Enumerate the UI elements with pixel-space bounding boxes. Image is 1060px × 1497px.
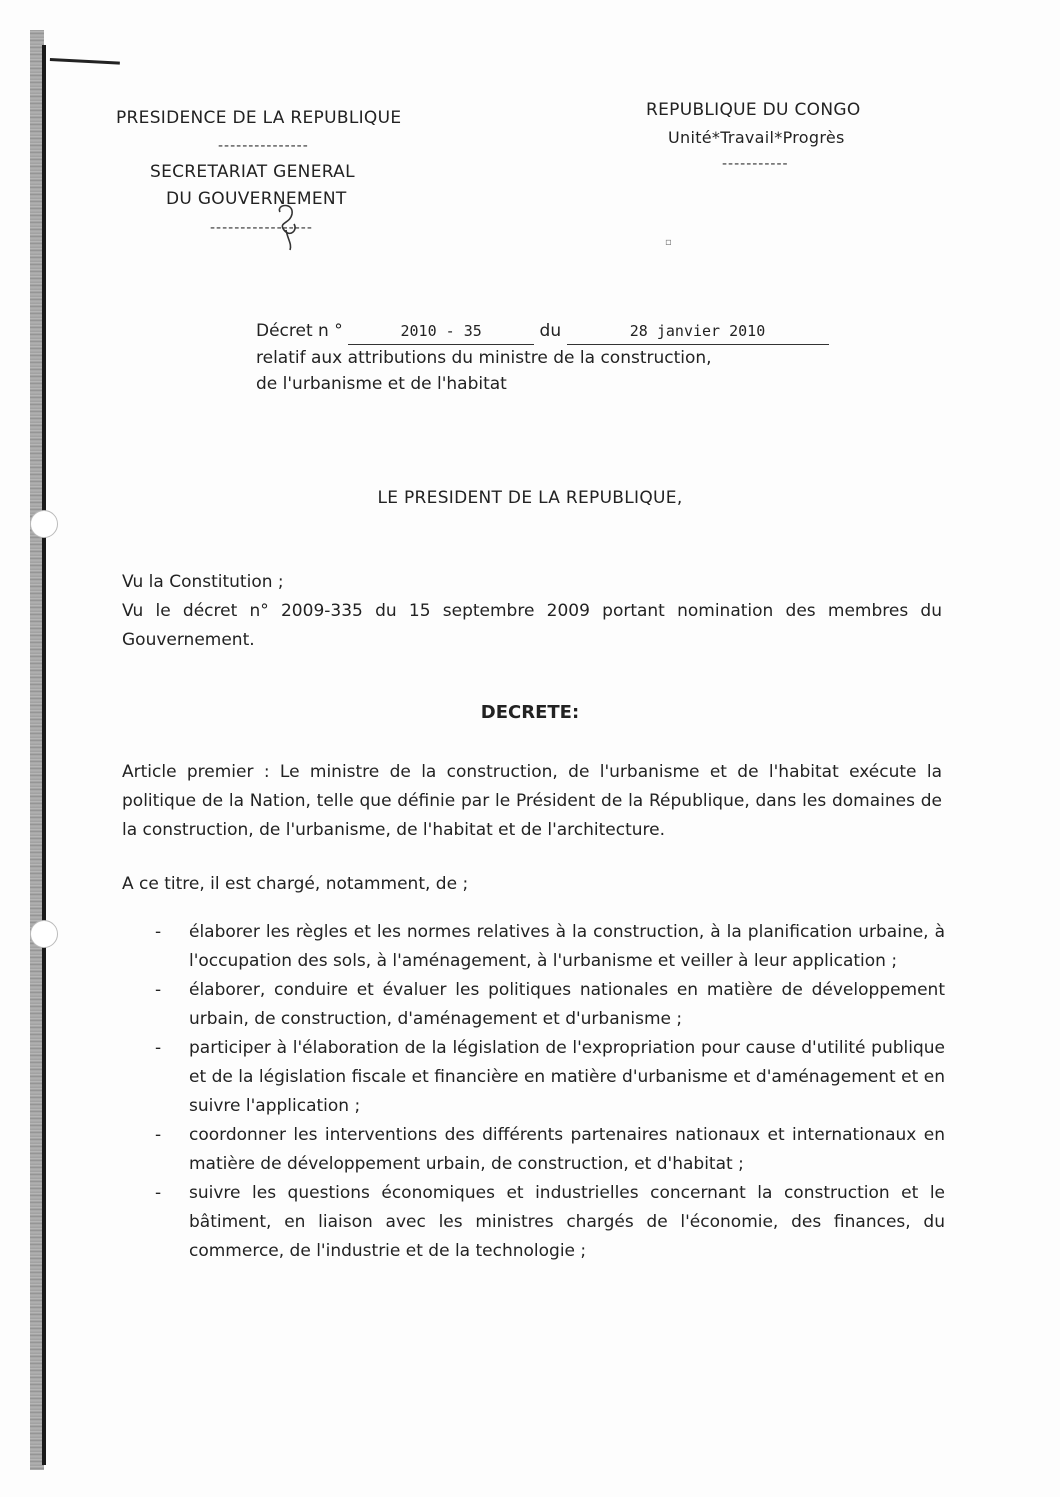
list-item: [155, 1179, 945, 1266]
header-separator: -----------: [722, 156, 789, 172]
article-text: : Le ministre de la construction, de l'urbanisme et de l'habitat exécute la politique de la Nation, telle que définie par le Président de la République, dans les domaines de la construction, de l'urbanisme, de l'habitat et de l'architecture.: [122, 762, 942, 840]
a-ce-titre: A ce titre, il est chargé, notamment, de ;: [122, 874, 469, 894]
decree-subject-line1: relatif aux attributions du ministre de la construction,: [256, 348, 712, 368]
decree-date: 28 janvier 2010: [567, 318, 829, 345]
vu-decret: Vu le décret n° 2009-335 du 15 septembre 2009 portant nomination des membres du Gouvernement.: [122, 601, 942, 650]
bullet-marker: -: [155, 1125, 162, 1145]
vu-section: [122, 568, 942, 655]
decrete-title: DECRETE:: [480, 702, 580, 723]
list-item-text: élaborer, conduire et évaluer les politiques nationales en matière de développement urbain, de construction, d'aménagement et d'urbanisme ;: [189, 980, 945, 1029]
list-item: [155, 1034, 945, 1121]
corner-mark: [49, 58, 120, 75]
binding-line: [42, 45, 46, 1465]
list-item-text: coordonner les interventions des différents partenaires nationaux et internationaux en matière de développement urbain, de construction, et d'habitat ;: [189, 1125, 945, 1174]
punch-hole: [30, 510, 58, 538]
header-separator: ---------------: [218, 138, 309, 154]
scan-speck: ▫: [665, 237, 672, 248]
header-separator: -----------------: [210, 220, 313, 236]
decree-du: du: [539, 321, 562, 341]
header-motto: Unité*Travail*Progrès: [668, 128, 845, 147]
list-item: [155, 918, 945, 976]
article-label: Article premier: [122, 762, 254, 782]
article-premier: [122, 758, 942, 845]
list-item: [155, 976, 945, 1034]
bullet-marker: -: [155, 980, 162, 1000]
bullet-marker: -: [155, 922, 162, 942]
header-presidence: PRESIDENCE DE LA REPUBLIQUE: [116, 108, 402, 128]
initials-mark: [272, 200, 306, 252]
decree-number-line: [256, 318, 876, 345]
list-item-text: suivre les questions économiques et industrielles concernant la construction et le bâtiment, en liaison avec les ministres chargés de l'économie, des finances, du commerce, de l'industrie et de la technologie ;: [189, 1183, 945, 1261]
vu-constitution: Vu la Constitution ;: [122, 572, 284, 592]
list-item: [155, 1121, 945, 1179]
punch-hole: [30, 920, 58, 948]
bullet-marker: -: [155, 1038, 162, 1058]
header-gouvernement: DU GOUVERNEMENT: [166, 189, 347, 209]
header-republique: REPUBLIQUE DU CONGO: [646, 100, 861, 120]
bullet-marker: -: [155, 1183, 162, 1203]
president-title: LE PRESIDENT DE LA REPUBLIQUE,: [377, 488, 683, 508]
decree-number: 2010 - 35: [348, 318, 534, 345]
decree-prefix: Décret n °: [256, 321, 343, 341]
duties-list: [155, 918, 945, 1266]
decree-subject-line2: de l'urbanisme et de l'habitat: [256, 374, 507, 394]
decree-reference: [256, 318, 876, 397]
list-item-text: élaborer les règles et les normes relatives à la construction, à la planification urbaine, à l'occupation des sols, à l'aménagement, à l'urbanisme et veiller à leur application ;: [189, 922, 945, 971]
header-secretariat: SECRETARIAT GENERAL: [150, 162, 355, 182]
list-item-text: participer à l'élaboration de la législation de l'expropriation pour cause d'utilité publique et de la législation fiscale et financière en matière d'urbanisme et d'aménagement et en suivre l'application ;: [189, 1038, 945, 1116]
